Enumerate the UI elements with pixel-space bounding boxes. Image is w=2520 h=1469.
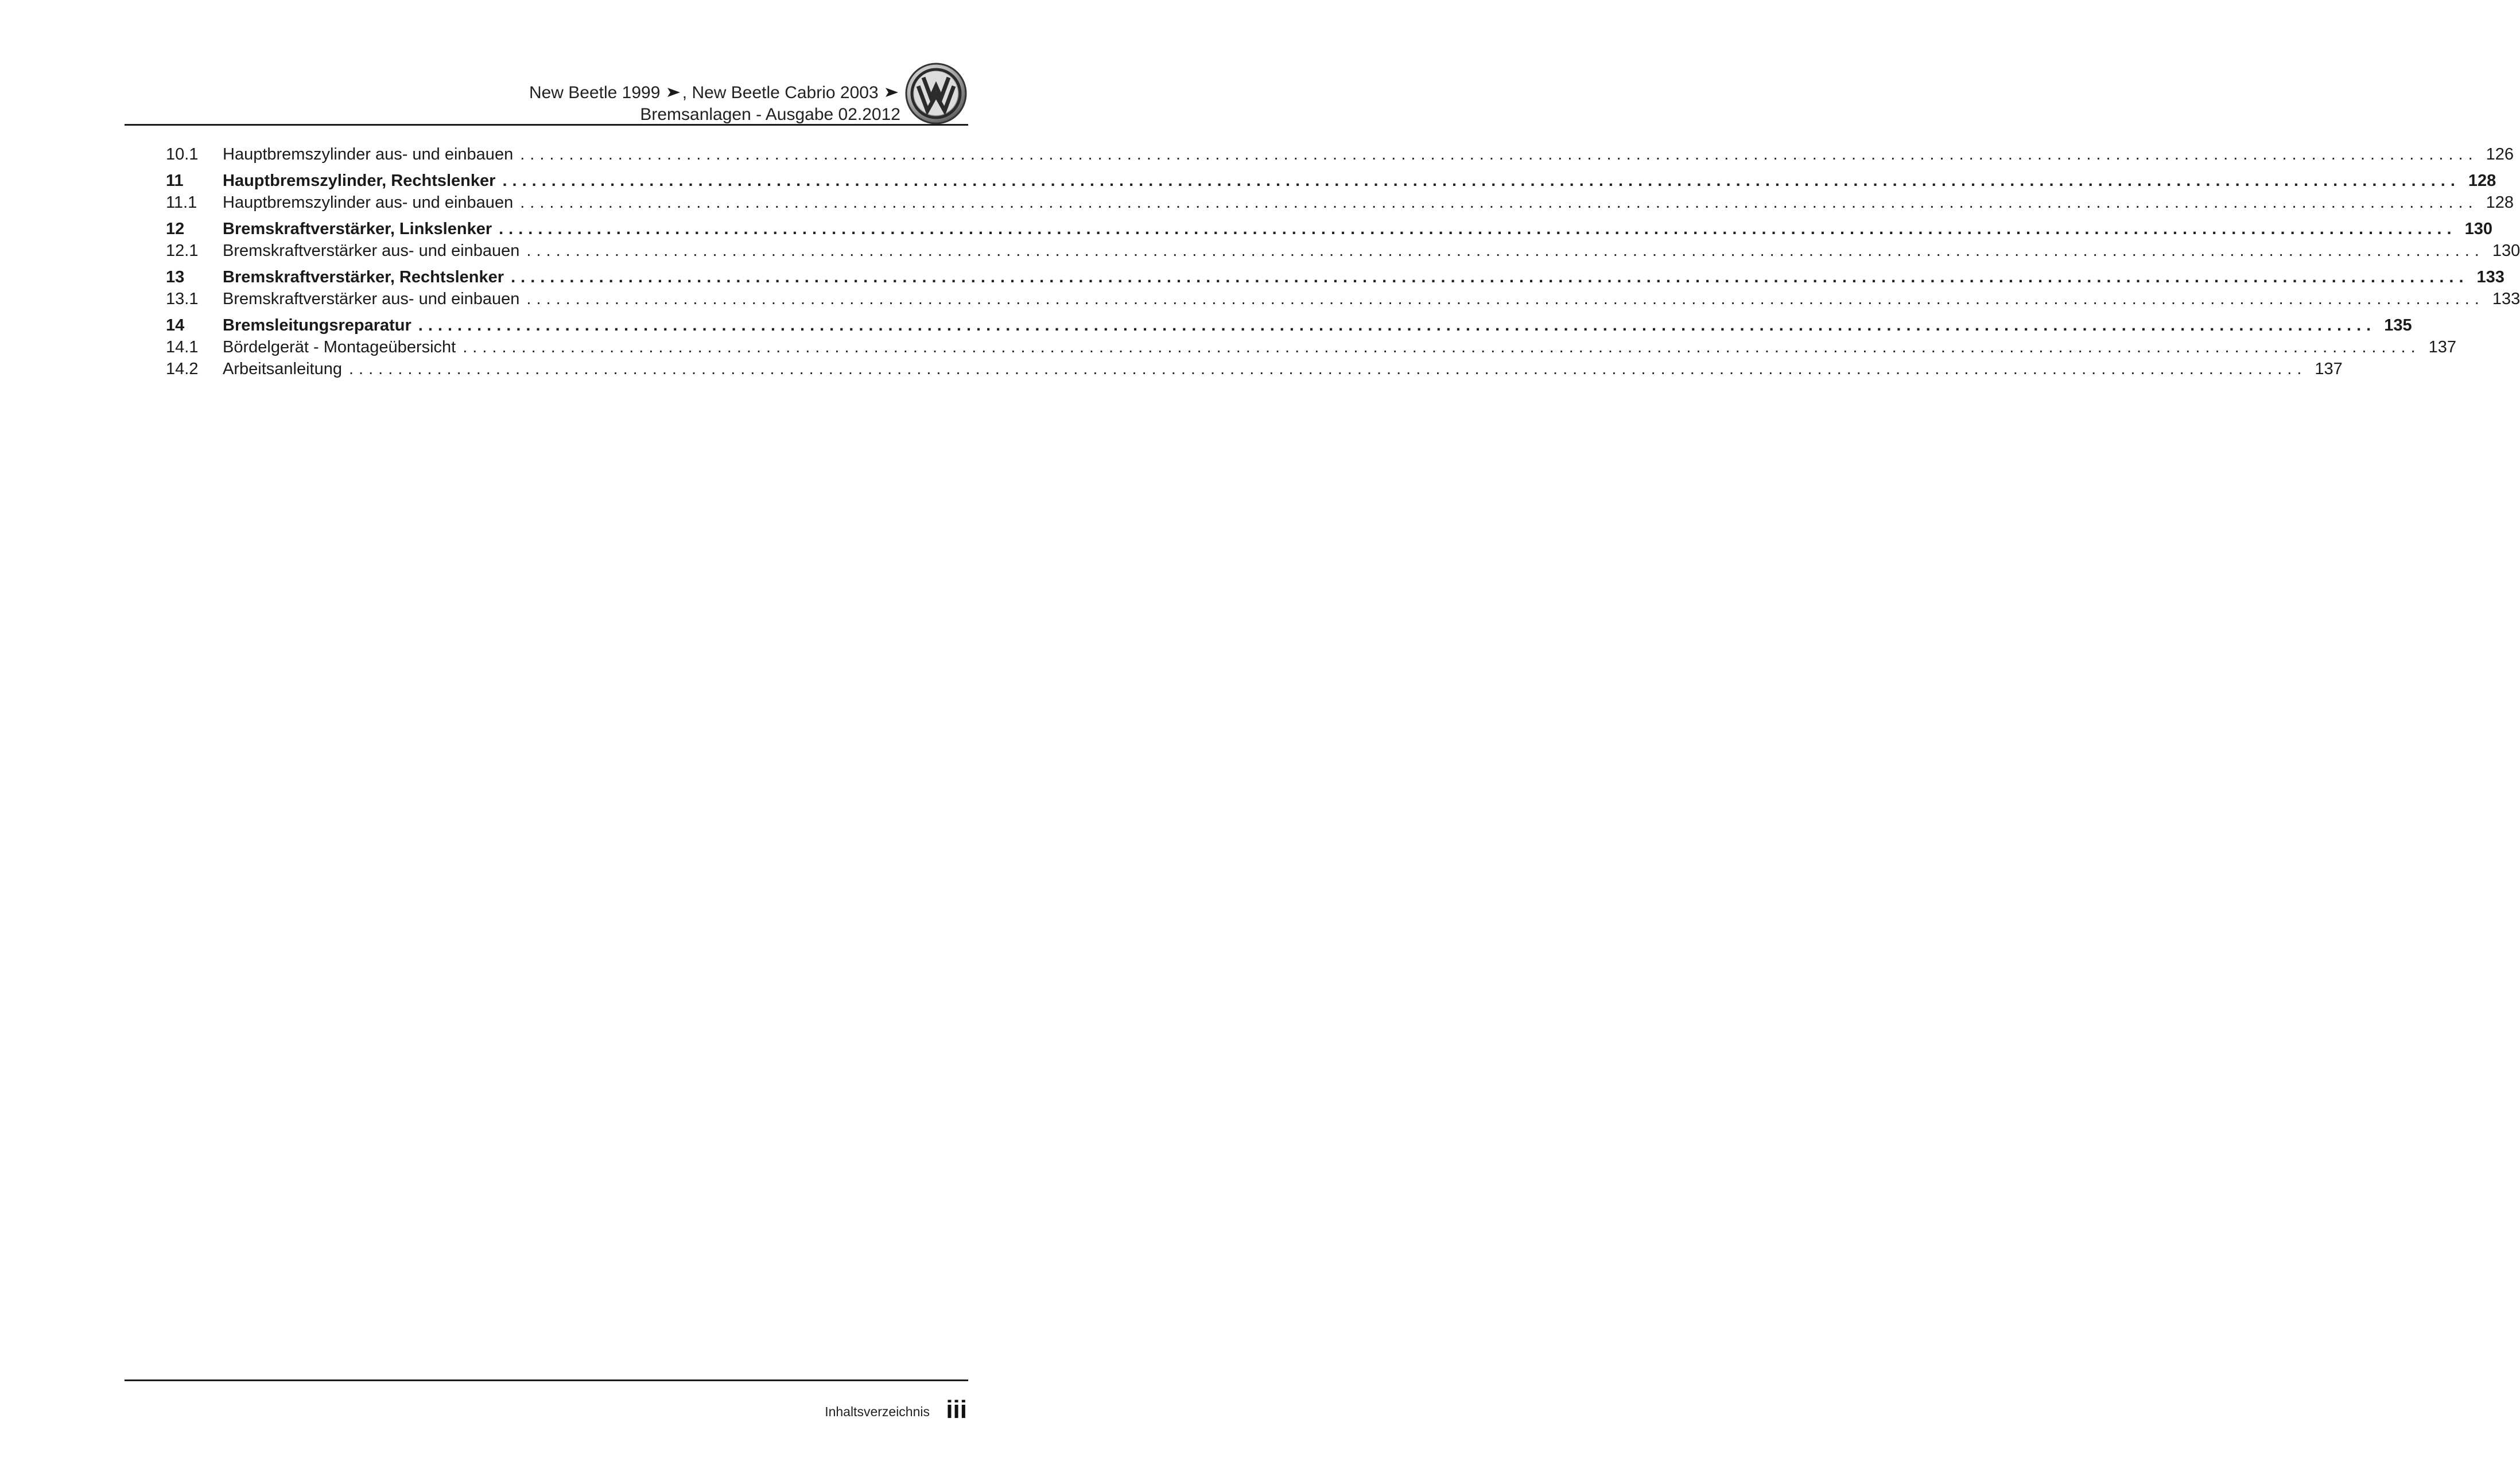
- toc-entry[interactable]: [166, 266, 2505, 288]
- page-header: [0, 0, 1038, 132]
- toc-dot-leader: ........................................................................................................................................................................................................: [499, 220, 2457, 238]
- toc-entry-title: Bremsleitungsreparatur: [223, 316, 411, 335]
- right-arrowhead-icon: [886, 88, 898, 97]
- toc-dot-leader: ........................................................................................................................................................................................................: [348, 360, 2307, 378]
- toc-entry-page: 130: [2464, 220, 2492, 238]
- header-model-2: , New Beetle Cabrio 2003: [682, 83, 879, 102]
- toc-entry-title: Bördelgerät - Montageübersicht: [223, 338, 456, 356]
- toc-dot-leader: ........................................................................................................................................................................................................: [526, 290, 2484, 308]
- toc-entry-title: Bremskraftverstärker, Linkslenker: [223, 220, 492, 238]
- header-model-1: New Beetle 1999: [529, 83, 661, 102]
- toc-entry-page: 128: [2468, 172, 2496, 190]
- toc-entry-title: Hauptbremszylinder aus- und einbauen: [223, 193, 514, 212]
- toc-dot-leader: ........................................................................................................................................................................................................: [520, 193, 2478, 212]
- toc-entry-number: 12: [166, 220, 185, 238]
- toc-entry-number: 13: [166, 268, 185, 286]
- toc-entry[interactable]: [166, 192, 2514, 213]
- toc-entry-page: 133: [2492, 290, 2520, 308]
- toc-entry-number: 14.1: [166, 338, 199, 356]
- header-divider: [125, 124, 968, 126]
- toc-entry-number: 14: [166, 316, 185, 335]
- toc-entry-number: 11: [166, 172, 184, 190]
- footer-page-number: iii: [946, 1396, 967, 1424]
- toc-entry-page: 135: [2384, 316, 2412, 335]
- toc-entry[interactable]: [166, 170, 2496, 192]
- table-of-contents: [166, 143, 2520, 380]
- toc-dot-leader: ........................................................................................................................................................................................................: [520, 145, 2478, 164]
- toc-dot-leader: ........................................................................................................................................................................................................: [502, 172, 2460, 190]
- toc-entry-number: 11.1: [166, 193, 197, 212]
- toc-entry-page: 137: [2428, 338, 2457, 356]
- toc-entry-page: 133: [2476, 268, 2505, 286]
- footer-section-label: Inhaltsverzeichnis: [825, 1404, 930, 1419]
- toc-entry-title: Hauptbremszylinder, Rechtslenker: [223, 172, 496, 190]
- toc-entry-number: 12.1: [166, 242, 199, 260]
- toc-entry-number: 10.1: [166, 145, 199, 164]
- header-model-line: [529, 82, 900, 104]
- toc-entry[interactable]: [166, 314, 2412, 336]
- toc-entry[interactable]: [166, 288, 2520, 310]
- toc-entry-page: 128: [2486, 193, 2514, 212]
- toc-entry-page: 130: [2492, 242, 2520, 260]
- header-text: [529, 82, 900, 126]
- toc-entry-title: Bremskraftverstärker aus- und einbauen: [223, 290, 520, 308]
- toc-entry-title: Bremskraftverstärker aus- und einbauen: [223, 242, 520, 260]
- toc-dot-leader: ........................................................................................................................................................................................................: [463, 338, 2421, 356]
- footer-divider: [125, 1379, 968, 1381]
- toc-dot-leader: ........................................................................................................................................................................................................: [526, 242, 2484, 260]
- toc-entry-title: Arbeitsanleitung: [223, 360, 342, 378]
- toc-entry[interactable]: [166, 143, 2514, 165]
- toc-entry[interactable]: [166, 336, 2457, 358]
- toc-entry-number: 14.2: [166, 360, 199, 378]
- toc-entry-page: 126: [2486, 145, 2514, 164]
- toc-entry[interactable]: [166, 240, 2520, 262]
- toc-entry-number: 13.1: [166, 290, 199, 308]
- header-manual-title: Bremsanlagen - Ausgabe 02.2012: [640, 105, 900, 124]
- toc-entry-page: 137: [2315, 360, 2343, 378]
- vw-logo-icon: [904, 62, 968, 125]
- toc-entry[interactable]: [166, 358, 2343, 380]
- toc-dot-leader: ........................................................................................................................................................................................................: [511, 268, 2469, 286]
- toc-entry-title: Hauptbremszylinder aus- und einbauen: [223, 145, 514, 164]
- toc-entry[interactable]: [166, 218, 2492, 240]
- toc-entry-title: Bremskraftverstärker, Rechtslenker: [223, 268, 504, 286]
- right-arrowhead-icon: [667, 88, 680, 97]
- toc-dot-leader: ........................................................................................................................................................................................................: [418, 316, 2377, 335]
